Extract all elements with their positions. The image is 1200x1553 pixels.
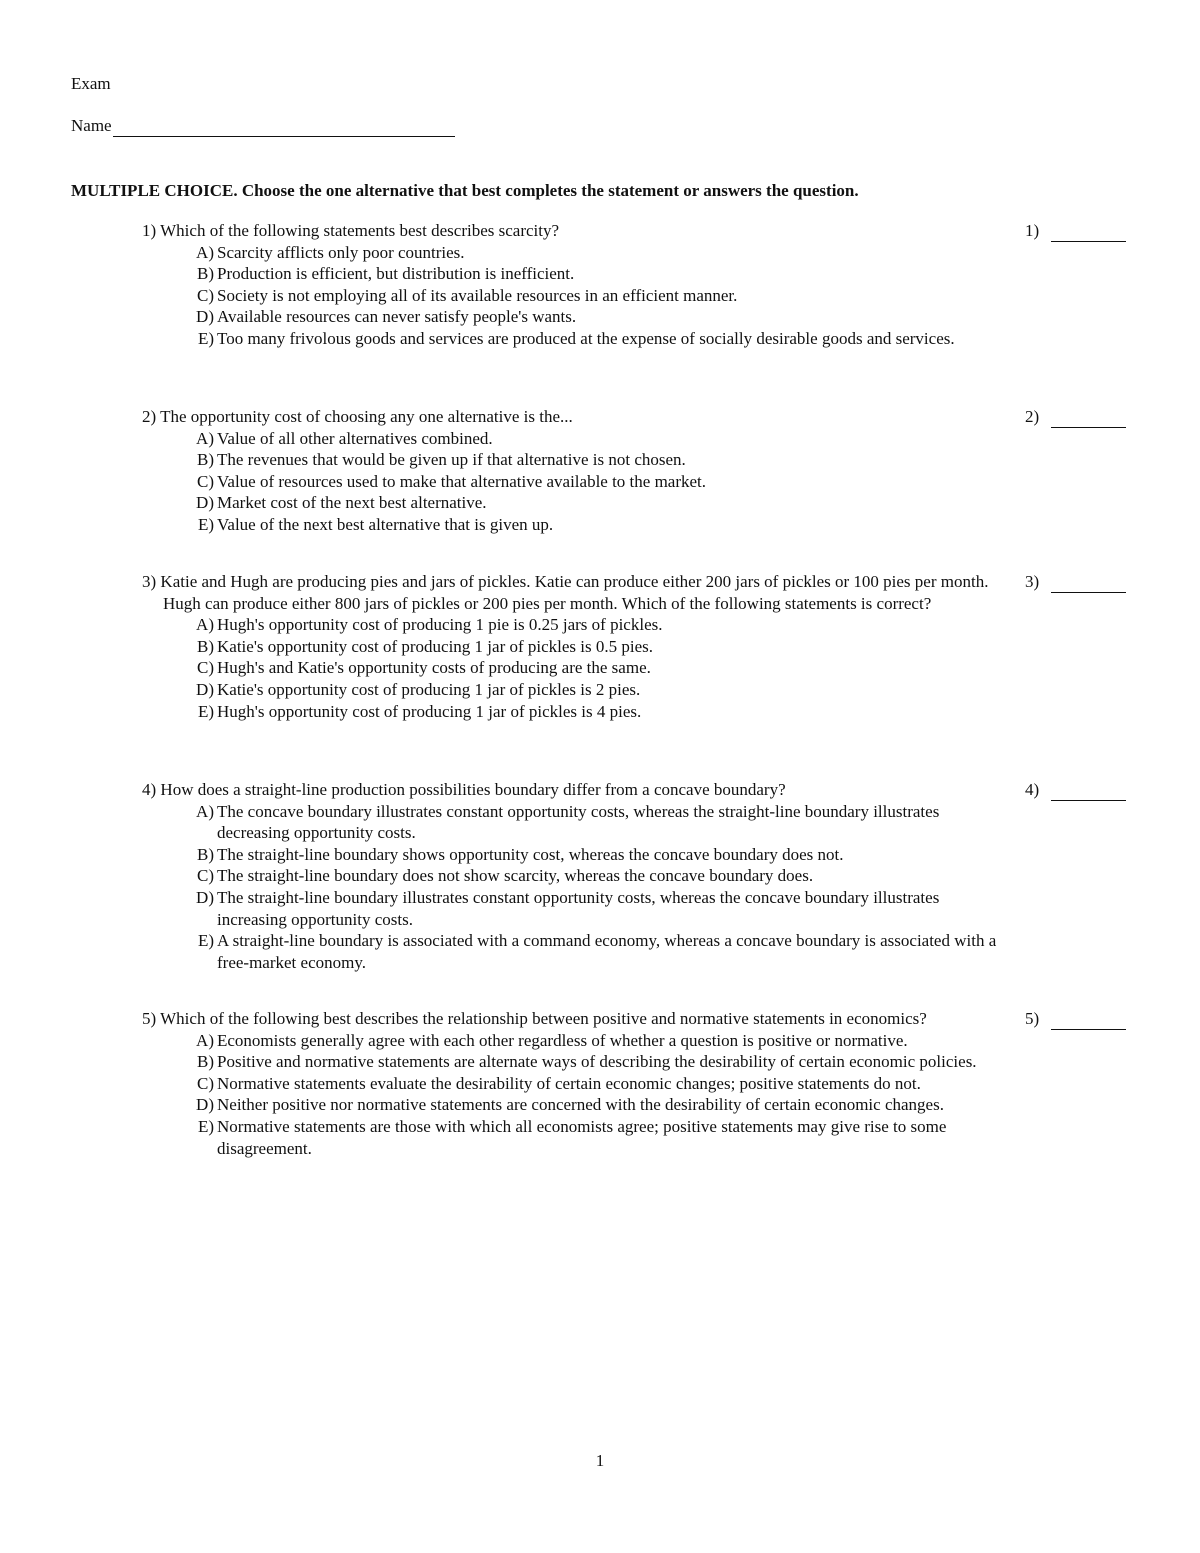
option-letter: E) <box>197 1116 214 1136</box>
question-text: How does a straight-line production possibilities boundary differ from a concave boundary? <box>160 780 786 799</box>
option-text: Value of resources used to make that alternative available to the market. <box>217 471 707 491</box>
option-list <box>142 801 1002 974</box>
option-letter: B) <box>197 1052 214 1072</box>
exam-title: Exam <box>71 74 111 93</box>
option-text: Katie's opportunity cost of producing 1 jar of pickles is 2 pies. <box>217 679 641 699</box>
option-c[interactable] <box>142 865 1002 887</box>
question-2 <box>142 406 1002 536</box>
answer-slot-1 <box>1025 220 1126 242</box>
answer-blank[interactable] <box>1051 227 1126 242</box>
option-text: The straight-line boundary illustrates constant opportunity costs, whereas the concave boundary illustrates increasing opportunity costs. <box>217 887 940 929</box>
option-text: The straight-line boundary shows opportunity cost, whereas the concave boundary does not. <box>217 844 844 864</box>
option-text: Value of all other alternatives combined. <box>217 428 493 448</box>
option-a[interactable] <box>142 428 1002 450</box>
option-letter: C) <box>197 1073 214 1093</box>
option-letter: E) <box>197 514 214 534</box>
answer-slot-3 <box>1025 571 1126 593</box>
page-number: 1 <box>595 1451 605 1470</box>
option-text: Hugh's opportunity cost of producing 1 pie is 0.25 jars of pickles. <box>217 615 663 635</box>
option-b[interactable] <box>142 1051 1002 1073</box>
option-d[interactable] <box>142 679 1002 701</box>
option-e[interactable] <box>142 701 1002 723</box>
name-label: Name <box>71 116 112 135</box>
option-c[interactable] <box>142 1073 1002 1095</box>
answer-number: 5) <box>1025 1009 1040 1028</box>
option-d[interactable] <box>142 1094 1002 1116</box>
option-letter: C) <box>197 658 214 678</box>
question-text: The opportunity cost of choosing any one alternative is the... <box>160 407 573 426</box>
answer-blank[interactable] <box>1051 578 1126 593</box>
option-letter: E) <box>197 701 214 721</box>
option-text: The straight-line boundary does not show scarcity, whereas the concave boundary does. <box>217 866 814 886</box>
question-text: Which of the following best describes the relationship between positive and normative statements in economics? <box>160 1009 927 1028</box>
option-d[interactable] <box>142 492 1002 514</box>
option-a[interactable] <box>142 1030 1002 1052</box>
option-c[interactable] <box>142 657 1002 679</box>
option-text: Scarcity afflicts only poor countries. <box>217 242 465 262</box>
name-blank-line[interactable] <box>113 117 455 137</box>
option-e[interactable] <box>142 328 1002 350</box>
option-text: Economists generally agree with each other regardless of whether a question is positive or normative. <box>217 1030 908 1050</box>
option-letter: B) <box>197 264 214 284</box>
option-letter: E) <box>197 328 214 348</box>
answer-blank[interactable] <box>1051 786 1126 801</box>
option-b[interactable] <box>142 263 1002 285</box>
option-letter: C) <box>197 866 214 886</box>
question-stem <box>142 1008 1002 1030</box>
option-c[interactable] <box>142 285 1002 307</box>
option-text: Katie's opportunity cost of producing 1 jar of pickles is 0.5 pies. <box>217 636 654 656</box>
option-text: Society is not employing all of its available resources in an efficient manner. <box>217 285 738 305</box>
question-stem <box>142 779 1002 801</box>
question-number: 4) <box>142 780 157 799</box>
option-letter: D) <box>196 679 214 699</box>
option-d[interactable] <box>142 887 1002 930</box>
question-number: 2) <box>142 407 157 426</box>
answer-number: 2) <box>1025 407 1040 426</box>
option-text: Hugh's and Katie's opportunity costs of producing are the same. <box>217 658 651 678</box>
option-letter: B) <box>197 450 214 470</box>
question-text: Which of the following statements best describes scarcity? <box>160 221 560 240</box>
option-text: Normative statements evaluate the desirability of certain economic changes; positive statements do not. <box>217 1073 921 1093</box>
option-letter: D) <box>196 887 214 907</box>
option-list <box>142 242 1002 350</box>
option-b[interactable] <box>142 636 1002 658</box>
answer-blank[interactable] <box>1051 1015 1126 1030</box>
option-letter: A) <box>196 1030 214 1050</box>
answer-slot-4 <box>1025 779 1126 801</box>
option-text: The revenues that would be given up if that alternative is not chosen. <box>217 450 686 470</box>
section-instructions: MULTIPLE CHOICE. Choose the one alternative that best completes the statement or answers the question. <box>71 181 859 200</box>
question-stem <box>142 220 1002 242</box>
option-letter: C) <box>197 471 214 491</box>
question-stem <box>142 406 1002 428</box>
option-text: Too many frivolous goods and services are produced at the expense of socially desirable goods and services. <box>217 328 955 348</box>
question-stem <box>142 571 1002 614</box>
question-number: 1) <box>142 221 157 240</box>
option-text: Available resources can never satisfy people's wants. <box>217 307 577 327</box>
option-e[interactable] <box>142 930 1002 973</box>
option-letter: D) <box>196 1095 214 1115</box>
option-a[interactable] <box>142 614 1002 636</box>
option-text: A straight-line boundary is associated with a command economy, whereas a concave boundary is associated with a free-market economy. <box>217 931 997 972</box>
option-text: Positive and normative statements are alternate ways of describing the desirability of certain economic policies. <box>217 1052 977 1072</box>
question-1 <box>142 220 1002 350</box>
question-4 <box>142 779 1002 973</box>
option-e[interactable] <box>142 1116 1002 1159</box>
option-letter: A) <box>196 428 214 448</box>
option-letter: B) <box>197 844 214 864</box>
option-text: The concave boundary illustrates constant opportunity costs, whereas the straight-line boundary illustrates decreasing opportunity costs. <box>217 801 940 843</box>
option-letter: E) <box>197 931 214 951</box>
option-letter: A) <box>196 801 214 821</box>
option-text: Hugh's opportunity cost of producing 1 jar of pickles is 4 pies. <box>217 701 642 721</box>
option-letter: D) <box>196 493 214 513</box>
option-a[interactable] <box>142 242 1002 264</box>
option-text: Production is efficient, but distribution is inefficient. <box>217 264 575 284</box>
answer-number: 3) <box>1025 572 1040 591</box>
answer-slot-2 <box>1025 406 1126 428</box>
answer-slot-5 <box>1025 1008 1126 1030</box>
answer-blank[interactable] <box>1051 413 1126 428</box>
name-field <box>71 115 455 137</box>
option-e[interactable] <box>142 514 1002 536</box>
option-a[interactable] <box>142 801 1002 844</box>
option-letter: A) <box>196 242 214 262</box>
option-c[interactable] <box>142 471 1002 493</box>
question-5 <box>142 1008 1002 1159</box>
option-text: Value of the next best alternative that is given up. <box>217 514 554 534</box>
option-letter: C) <box>197 285 214 305</box>
option-d[interactable] <box>142 306 1002 328</box>
option-letter: D) <box>196 307 214 327</box>
option-b[interactable] <box>142 449 1002 471</box>
option-list <box>142 614 1002 722</box>
option-text: Normative statements are those with which all economists agree; positive statements may give rise to some disagreement. <box>217 1116 947 1158</box>
question-3 <box>142 571 1002 722</box>
option-text: Neither positive nor normative statements are concerned with the desirability of certain economic changes. <box>217 1095 944 1115</box>
question-number: 5) <box>142 1009 157 1028</box>
question-number: 3) <box>142 572 157 591</box>
option-letter: A) <box>196 615 214 635</box>
answer-number: 1) <box>1025 221 1040 240</box>
question-text: Katie and Hugh are producing pies and jars of pickles. Katie can produce either 200 jars of pickles or 100 pies per month. Hugh can produce either 800 jars of pickles or 200 pies per month. Which of the following statements is correct? <box>160 572 989 613</box>
option-letter: B) <box>197 636 214 656</box>
option-text: Market cost of the next best alternative. <box>217 493 487 513</box>
option-list <box>142 1030 1002 1160</box>
option-list <box>142 428 1002 536</box>
option-b[interactable] <box>142 844 1002 866</box>
answer-number: 4) <box>1025 780 1040 799</box>
